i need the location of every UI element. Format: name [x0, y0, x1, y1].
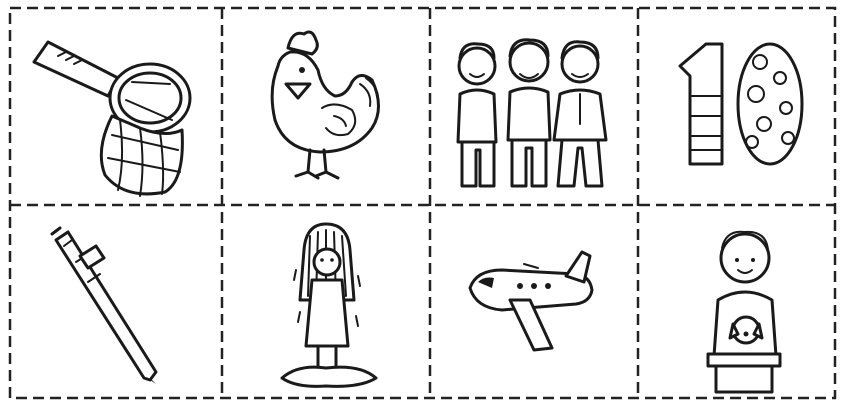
hen-icon	[272, 32, 378, 178]
three-men-icon	[458, 40, 606, 186]
wet-girl-icon	[282, 224, 376, 386]
vet-with-puppy-icon	[708, 232, 780, 392]
butterfly-net-icon	[34, 42, 190, 196]
man-middle	[508, 40, 550, 186]
man-left	[458, 44, 496, 186]
digit-zero-egg	[738, 44, 802, 164]
number-ten-icon	[680, 44, 802, 164]
man-right	[554, 42, 606, 186]
digit-one	[680, 44, 722, 164]
airplane-icon	[470, 252, 592, 350]
pen-icon	[52, 228, 156, 384]
